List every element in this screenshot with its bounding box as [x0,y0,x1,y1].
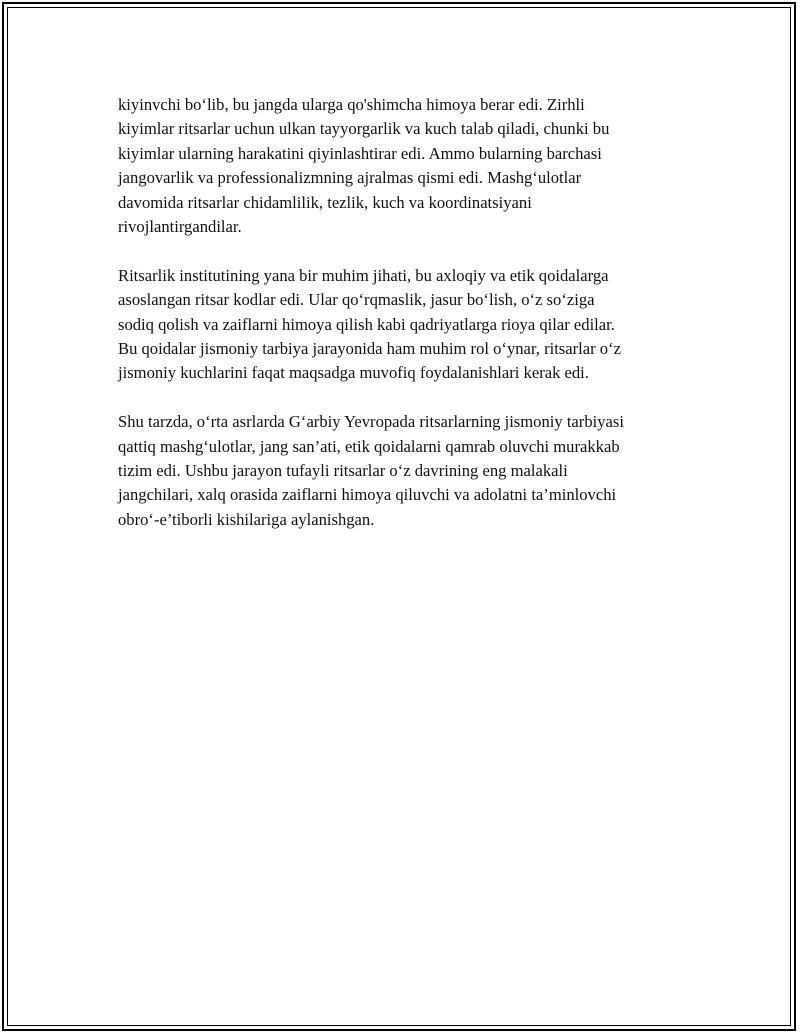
paragraph-2: Ritsarlik institutining yana bir muhim jihati, bu axloqiy va etik qoidalarga asoslangan ritsar kodlar edi. Ular qo‘rqmaslik, jasur bo‘lish, o‘z so‘ziga sodiq qolish va zaiflarni himoya qilish kabi qadriyatlarga rioya qilar edilar. Bu qoidalar jismoniy tarbiya jarayonida ham muhim rol o‘ynar, ritsarlar o‘z jismoniy kuchlarini faqat maqsadga muvofiq foydalanishlari kerak edi. [118,265,621,383]
paragraph-3: Shu tarzda, o‘rta asrlarda G‘arbiy Yevropada ritsarlarning jismoniy tarbiyasi qattiq mashg‘ulotlar, jang san’ati, etik qoidalarni qamrab oluvchi murakkab tizim edi. Ushbu jarayon tufayli ritsarlar o‘z davrining eng malakali jangchilari, xalq orasida zaiflarni himoya qiluvchi va adolatni ta’minlovchi obro‘-e’tiborli kishilariga aylanishgan. [118,412,624,529]
paragraph-1: kiyinvchi bo‘lib, bu jangda ularga qo'shimcha himoya berar edi. Zirhli kiyimlar ritsarlar uchun ulkan tayyorgarlik va kuch talab qiladi, chunki bu kiyimlar ularning harakatini qiyinlashtirar edi. Ammo bularning barchasi jangovarlik va professionalizmning ajralmas qismi edi. Mashg‘ulotlar davomida ritsarlar chidamlilik, tezlik, kuch va koordinatsiyani rivojlantirgandilar. [118,95,610,237]
document-body [118,93,698,557]
